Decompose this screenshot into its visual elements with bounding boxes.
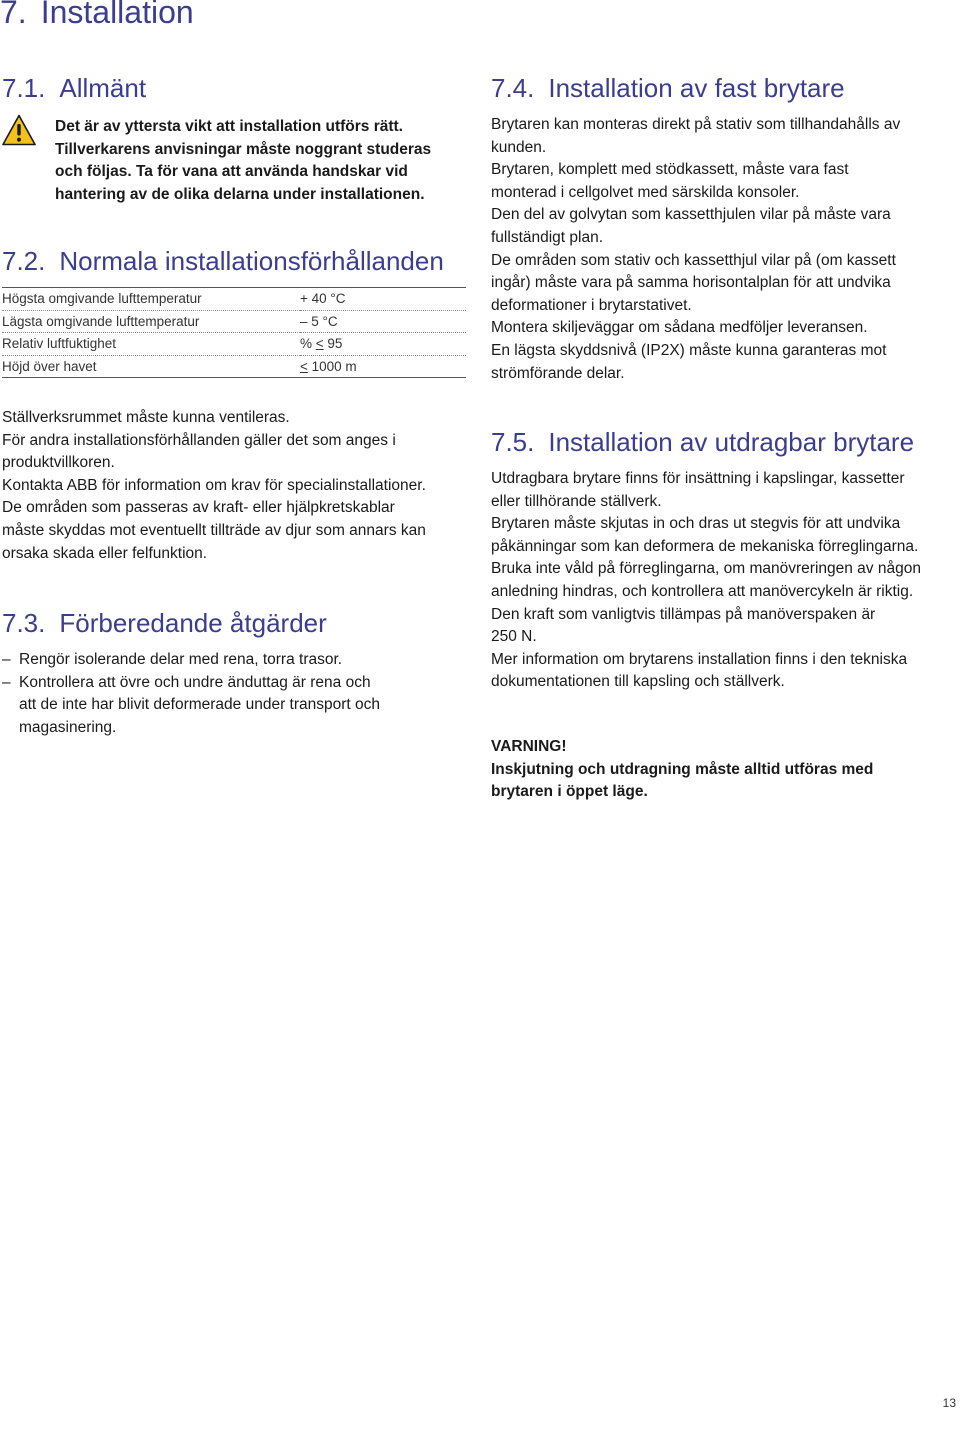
section-7-4-text <box>491 114 957 385</box>
installation-conditions-table <box>2 287 466 378</box>
section-number: 7.1. <box>2 73 46 103</box>
section-7-5-heading <box>491 427 914 458</box>
text-line: Kontakta ABB för information om krav för specialinstallationer. <box>2 476 426 494</box>
warning-line: brytaren i öppet läge. <box>491 783 648 801</box>
installation-warning <box>55 116 475 206</box>
section-title: Normala installationsförhållanden <box>59 246 444 276</box>
list-item <box>2 649 462 672</box>
text-line: fullständigt plan. <box>491 228 604 246</box>
condition-value: – 5 °C <box>300 310 466 333</box>
text-line: Brytaren, komplett med stödkassett, måste vara fast <box>491 161 849 179</box>
dash-bullet: – <box>2 673 11 691</box>
text-line: De områden som passeras av kraft- eller hjälpkretskablar <box>2 499 395 517</box>
condition-label: Högsta omgivande lufttemperatur <box>2 288 300 311</box>
preparation-list <box>2 649 462 739</box>
text-line: Brytaren kan monteras direkt på stativ som tillhandahålls av <box>491 116 901 133</box>
text-line: Bruka inte våld på förreglingarna, om manövreringen av någon <box>491 560 921 578</box>
section-number: 7.5. <box>491 427 535 457</box>
text-line: kunden. <box>491 138 547 156</box>
text-line: Utdragbara brytare finns för insättning i kapslingar, kassetter <box>491 470 905 487</box>
condition-label: Relativ luftfuktighet <box>2 333 300 356</box>
condition-value: + 40 °C <box>300 288 466 311</box>
warning-triangle-icon <box>2 114 36 146</box>
text-line: magasinering. <box>19 718 117 736</box>
section-number: 7.3. <box>2 608 46 638</box>
text-line: eller tillhörande ställverk. <box>491 492 662 510</box>
text-line: måste skyddas mot eventuellt tillträde av djur som annars kan <box>2 521 426 539</box>
section-7-5-text <box>491 468 957 694</box>
text-line: Ställverksrummet måste kunna ventileras. <box>2 409 290 426</box>
chapter-number: 7. <box>0 0 27 30</box>
warning-line: och följas. Ta för vana att använda handskar vid <box>55 163 408 181</box>
text-line: påkänningar som kan deformera de mekaniska förreglingarna. <box>491 537 919 555</box>
text-line: ingår) måste vara på samma horisontalplan för att undvika <box>491 274 891 292</box>
section-number: 7.4. <box>491 73 535 103</box>
list-item <box>2 672 462 740</box>
text-line: Kontrollera att övre och undre änduttag är rena och <box>19 673 371 691</box>
text-line: Den kraft som vanligtvis tillämpas på manöverspaken är <box>491 605 876 623</box>
table-row <box>2 288 466 311</box>
text-line: dokumentationen till kapsling och ställverk. <box>491 673 785 691</box>
condition-label: Lägsta omgivande lufttemperatur <box>2 310 300 333</box>
text-line: monterad i cellgolvet med särskilda konsoler. <box>491 183 800 201</box>
table-row <box>2 333 466 356</box>
text-line: Den del av golvytan som kassetthjulen vilar på måste vara <box>491 206 891 224</box>
section-title: Allmänt <box>59 73 147 103</box>
text-line: Rengör isolerande delar med rena, torra trasor. <box>19 651 343 668</box>
text-line: strömförande delar. <box>491 364 625 382</box>
warning-line: VARNING! <box>491 738 567 755</box>
page-number: 13 <box>942 1396 956 1410</box>
text-line: att de inte har blivit deformerade under transport och <box>19 696 381 714</box>
text-line: Mer information om brytarens installation finns i den tekniska <box>491 650 908 668</box>
text-line: Brytaren måste skjutas in och dras ut stegvis för att undvika <box>491 515 901 533</box>
text-line: De områden som stativ och kassetthjul vilar på (om kassett <box>491 251 896 269</box>
section-title: Installation av utdragbar brytare <box>548 427 915 457</box>
text-line: deformationer i brytarstativet. <box>491 296 692 314</box>
text-line: produktvillkoren. <box>2 454 115 472</box>
section-title: Förberedande åtgärder <box>59 608 327 638</box>
section-7-2-heading <box>2 246 444 277</box>
section-7-2-text <box>2 407 472 565</box>
text-line: Montera skiljeväggar om sådana medföljer leveransen. <box>491 319 868 337</box>
warning-line: Det är av yttersta vikt att installation utförs rätt. <box>55 118 403 135</box>
condition-label: Höjd över havet <box>2 355 300 378</box>
section-title: Installation av fast brytare <box>548 73 845 103</box>
section-7-3-heading <box>2 608 327 639</box>
text-line: 250 N. <box>491 628 537 646</box>
chapter-heading <box>0 0 194 31</box>
table-row <box>2 310 466 333</box>
section-7-1-heading <box>2 73 146 104</box>
text-line: orsaka skada eller felfunktion. <box>2 544 208 562</box>
table-row <box>2 355 466 378</box>
chapter-title: Installation <box>40 0 194 30</box>
section-number: 7.2. <box>2 246 46 276</box>
warning-line: Tillverkarens anvisningar måste noggrant studeras <box>55 140 432 158</box>
condition-value: < 1000 m <box>300 355 466 378</box>
dash-bullet: – <box>2 651 11 668</box>
warning-line: hantering av de olika delarna under installationen. <box>55 185 425 203</box>
extraction-warning <box>491 736 957 804</box>
condition-value: % < 95 <box>300 333 466 356</box>
section-7-4-heading <box>491 73 845 104</box>
text-line: anledning hindras, och kontrollera att manövercykeln är riktig. <box>491 582 914 600</box>
text-line: För andra installationsförhållanden gäller det som anges i <box>2 431 396 449</box>
warning-line: Inskjutning och utdragning måste alltid utföras med <box>491 760 874 778</box>
text-line: En lägsta skyddsnivå (IP2X) måste kunna garanteras mot <box>491 341 887 359</box>
